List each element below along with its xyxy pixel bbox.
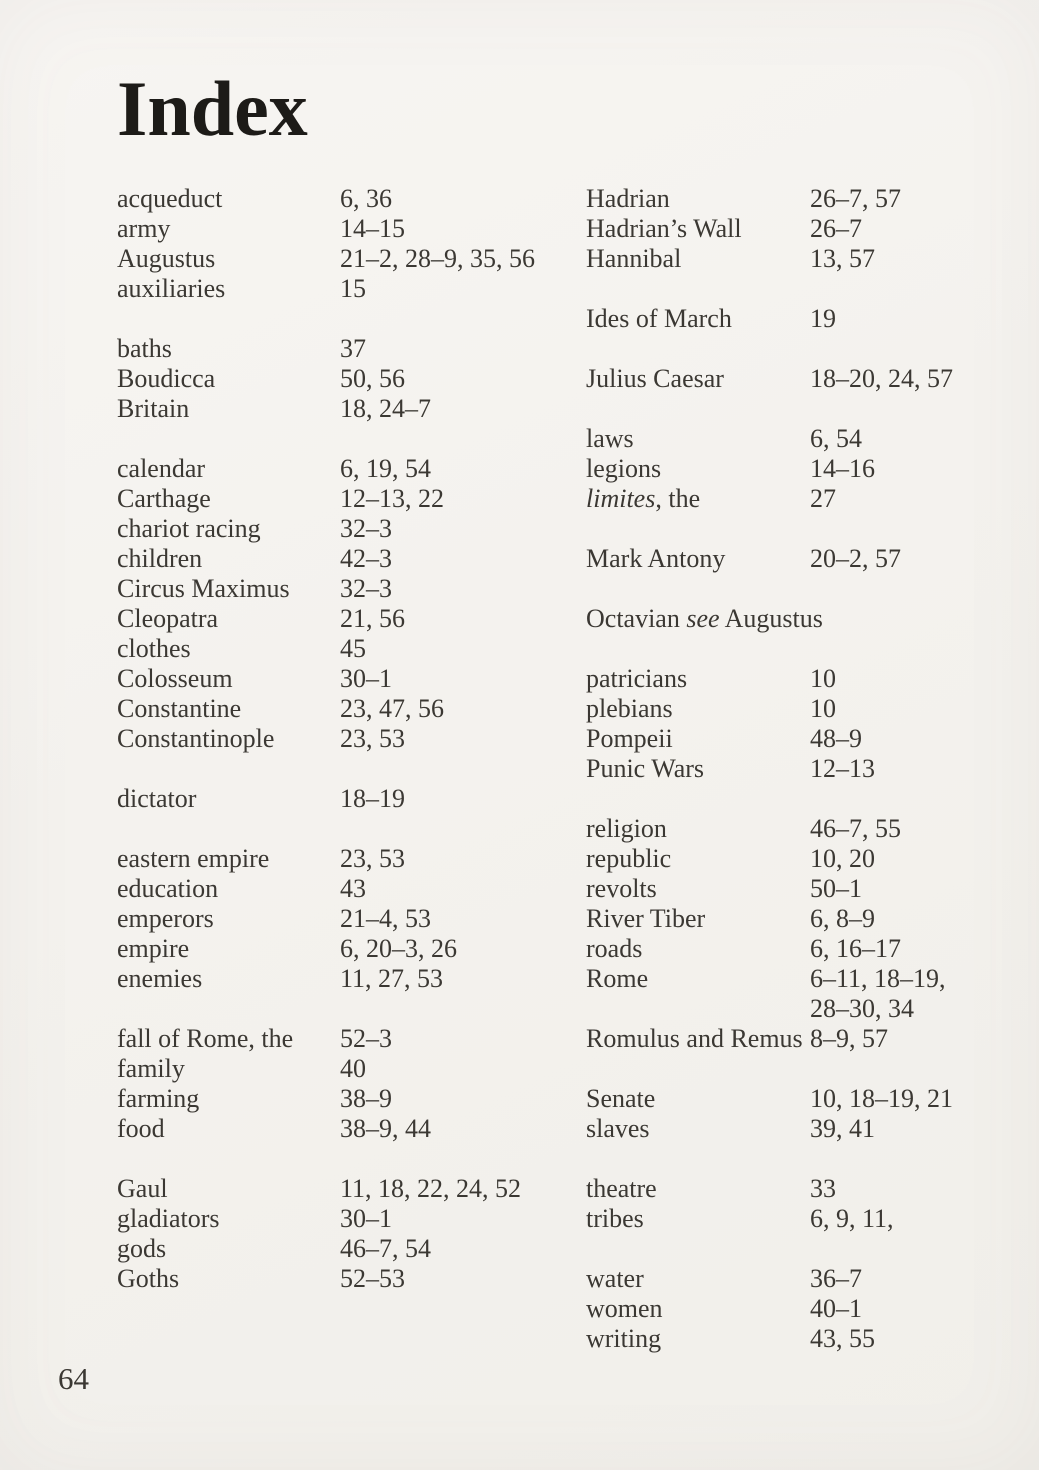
index-page-numbers: 8–9, 57 [810,1024,888,1053]
index-page-numbers: 12–13, 22 [340,484,444,513]
index-term: water [586,1264,644,1293]
index-entry [586,664,953,694]
index-page-numbers: 11, 18, 22, 24, 52 [340,1174,522,1203]
index-page-numbers [810,964,946,1024]
index-term: fall of Rome, the [117,1024,294,1053]
index-term: gladiators [117,1204,220,1233]
index-page-numbers: 52–3 [340,1024,392,1053]
index-term: Hannibal [586,244,682,273]
index-term: patricians [586,664,688,693]
index-page-numbers: 15 [340,274,366,303]
index-term: Hadrian’s Wall [586,214,742,243]
index-term: Ides of March [586,304,732,333]
index-entry [117,934,535,964]
index-page-numbers: 46–7, 54 [340,1234,431,1263]
index-entry [586,1084,953,1114]
index-term: Britain [117,394,190,423]
index-entry [117,634,535,664]
index-entry [586,244,953,274]
index-term-italic-part: limites [586,484,656,513]
index-term-italic-part: see [686,604,720,633]
index-page-numbers: 42–3 [340,544,392,573]
index-page-numbers: 38–9, 44 [340,1114,431,1143]
index-term: enemies [117,964,203,993]
index-group [586,604,953,634]
index-entry [117,184,535,214]
index-page-numbers: 10, 20 [810,844,875,873]
index-entry [586,1174,953,1204]
index-entry [586,694,953,724]
index-entry [117,1264,535,1294]
index-entry [117,244,535,274]
index-term: gods [117,1234,167,1263]
index-term: Hadrian [586,184,670,213]
index-page-numbers: 18–20, 24, 57 [810,364,953,393]
index-term: empire [117,934,190,963]
index-entry [117,1234,535,1264]
index-term: theatre [586,1174,657,1203]
index-term: legions [586,454,662,483]
index-entry [586,364,953,394]
index-term [586,604,823,634]
index-page-numbers: 6, 16–17 [810,934,901,963]
index-page-numbers: 40–1 [810,1294,862,1323]
index-term: Romulus and Remus [586,1024,803,1053]
index-entry [586,544,953,574]
index-page-numbers: 10, 18–19, 21 [810,1084,953,1113]
index-page-numbers: 26–7, 57 [810,184,901,213]
index-group [117,844,535,994]
index-term: education [117,874,219,903]
index-entry [586,214,953,244]
index-term: emperors [117,904,214,933]
index-term: Pompeii [586,724,673,753]
index-page-numbers: 6, 8–9 [810,904,875,933]
index-entry [117,1054,535,1084]
index-page-numbers: 32–3 [340,514,392,543]
index-term: auxiliaries [117,274,226,303]
index-page-numbers: 21–4, 53 [340,904,431,933]
index-entry [117,544,535,574]
index-term: Senate [586,1084,656,1113]
index-term: laws [586,424,634,453]
index-page-numbers: 18–19 [340,784,405,813]
index-term [586,484,810,514]
index-entry [117,274,535,304]
index-group [586,664,953,784]
index-page-numbers: 21, 56 [340,604,405,633]
index-group [586,364,953,394]
index-term: acqueduct [117,184,223,213]
index-term: slaves [586,1114,650,1143]
index-group [117,1024,535,1144]
index-group [586,814,953,1054]
index-entry [586,874,953,904]
index-page-numbers-line: 28–30, 34 [810,994,914,1023]
index-page-numbers: 43 [340,874,366,903]
index-group [586,1264,953,1354]
index-term: Carthage [117,484,211,513]
index-page-numbers: 50, 56 [340,364,405,393]
index-group [586,544,953,574]
index-term: Rome [586,964,649,993]
index-term-part: , the [655,484,701,513]
index-entry [586,1264,953,1294]
index-entry [586,1024,953,1054]
index-term: revolts [586,874,657,903]
index-entry [586,304,953,334]
index-term: clothes [117,634,191,663]
index-entry [586,454,953,484]
index-entry [586,1294,953,1324]
index-page-numbers: 23, 53 [340,844,405,873]
index-page-numbers: 6, 54 [810,424,862,453]
index-term: farming [117,1084,200,1113]
index-term: chariot racing [117,514,261,543]
index-entry [117,1174,535,1204]
index-entry [117,724,535,754]
index-entry [117,694,535,724]
index-entry [586,844,953,874]
index-term: Boudicca [117,364,216,393]
index-page-numbers: 10 [810,664,836,693]
index-page-numbers: 45 [340,634,366,663]
index-term: family [117,1054,185,1083]
index-entry [117,214,535,244]
index-page-numbers: 43, 55 [810,1324,875,1353]
index-page-numbers: 50–1 [810,874,862,903]
index-entry [117,484,535,514]
index-term: army [117,214,171,243]
index-group [586,1174,953,1234]
index-page-numbers: 37 [340,334,366,363]
index-entry [586,1204,953,1234]
index-entry [586,184,953,214]
index-entry [117,454,535,484]
index-entry [586,724,953,754]
index-entry [117,574,535,604]
index-term: republic [586,844,672,873]
index-page-numbers: 33 [810,1174,836,1203]
index-term: baths [117,334,172,363]
index-term: Circus Maximus [117,574,290,603]
index-entry [117,874,535,904]
page-number: 64 [58,1361,89,1396]
index-term: Constantine [117,694,242,723]
index-page-numbers: 30–1 [340,664,392,693]
index-page-numbers: 6, 20–3, 26 [340,934,457,963]
index-group [117,784,535,814]
index-entry [117,604,535,634]
index-term: Julius Caesar [586,364,724,393]
index-page-numbers: 26–7 [810,214,862,243]
index-group [586,1084,953,1144]
index-entry [117,334,535,364]
index-page-numbers: 21–2, 28–9, 35, 56 [340,244,535,273]
index-term-part: Octavian [586,604,687,633]
index-page-numbers: 6, 19, 54 [340,454,431,483]
index-page-numbers: 27 [810,484,836,513]
index-page-numbers: 23, 53 [340,724,405,753]
index-entry [117,1114,535,1144]
index-page-numbers: 52–53 [340,1264,405,1293]
index-entry [117,394,535,424]
index-group [117,454,535,754]
index-entry [117,964,535,994]
index-page-numbers: 38–9 [340,1084,392,1113]
index-page-numbers: 48–9 [810,724,862,753]
index-group [117,1174,535,1294]
index-term: calendar [117,454,206,483]
index-group [586,424,953,514]
index-column-left [117,184,535,1324]
index-page-numbers: 13, 57 [810,244,875,273]
index-term: Augustus [117,244,216,273]
index-page-numbers: 46–7, 55 [810,814,901,843]
index-entry [586,604,953,634]
index-term: food [117,1114,165,1143]
index-page-numbers: 10 [810,694,836,723]
index-entry [586,484,953,514]
index-page-numbers: 14–15 [340,214,405,243]
index-page-numbers-line: 6–11, 18–19, [810,964,946,993]
index-page-numbers: 14–16 [810,454,875,483]
index-entry [586,904,953,934]
index-term: Punic Wars [586,754,705,783]
index-page-numbers: 30–1 [340,1204,392,1233]
index-entry [586,964,953,1024]
index-term-part: Augustus [719,604,823,633]
index-term: Constantinople [117,724,275,753]
index-term: Cleopatra [117,604,219,633]
index-entry [586,1114,953,1144]
page-title: Index [117,65,308,152]
index-page-numbers: 40 [340,1054,366,1083]
index-term: Goths [117,1264,180,1293]
index-page-numbers: 19 [810,304,836,333]
index-term: children [117,544,203,573]
index-term: Mark Antony [586,544,726,573]
index-entry [117,364,535,394]
index-term: roads [586,934,643,963]
index-entry [117,1024,535,1054]
index-entry [586,754,953,784]
index-entry [117,1204,535,1234]
index-page-numbers: 6, 36 [340,184,392,213]
index-term: writing [586,1324,662,1353]
index-page-numbers: 6, 9, 11, [810,1204,894,1233]
index-entry [586,814,953,844]
index-group [586,184,953,274]
index-page-numbers: 32–3 [340,574,392,603]
index-entry [117,1084,535,1114]
index-entry [586,424,953,454]
index-entry [117,844,535,874]
index-term: religion [586,814,667,843]
index-group [117,334,535,424]
index-term: plebians [586,694,673,723]
index-term: eastern empire [117,844,270,873]
index-term: Colosseum [117,664,233,693]
index-entry [117,904,535,934]
index-group [586,304,953,334]
index-page-numbers: 39, 41 [810,1114,875,1143]
index-term: Gaul [117,1174,168,1203]
index-term: tribes [586,1204,644,1233]
index-term: women [586,1294,663,1323]
index-entry [117,664,535,694]
index-entry [117,784,535,814]
index-entry [586,934,953,964]
index-term: River Tiber [586,904,706,933]
index-page-numbers: 23, 47, 56 [340,694,444,723]
index-entry [586,1324,953,1354]
index-page-numbers: 12–13 [810,754,875,783]
index-entry [117,514,535,544]
index-page-numbers: 20–2, 57 [810,544,901,573]
index-term: dictator [117,784,197,813]
index-page-numbers: 36–7 [810,1264,862,1293]
index-column-right [586,184,953,1384]
index-page-numbers: 18, 24–7 [340,394,431,423]
index-page-numbers: 11, 27, 53 [340,964,444,993]
index-group [117,184,535,304]
